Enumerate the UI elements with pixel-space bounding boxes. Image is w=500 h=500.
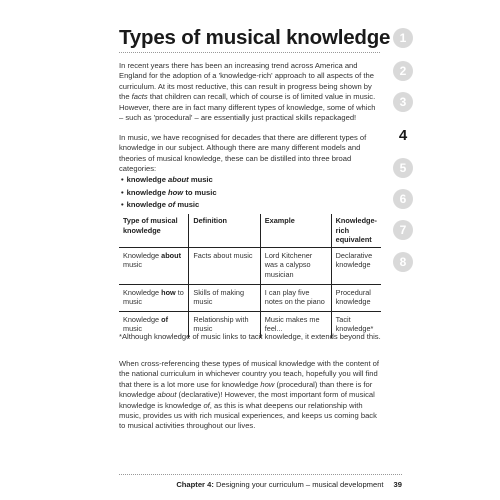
chapter-tab-2[interactable]: 2 [393, 61, 413, 81]
cell-type-keyword: about [161, 250, 182, 260]
title-divider [119, 52, 380, 53]
chapter-tab-8[interactable]: 8 [393, 252, 413, 272]
list-item-suffix: music [188, 175, 213, 184]
cell-equivalent: Tacit knowledge* [331, 311, 381, 338]
cell-example: Lord Kitchener was a calypso musician [260, 247, 331, 284]
column-header-definition: Definition [189, 214, 260, 247]
cell-definition: Relationship with music [189, 311, 260, 338]
page-number: 39 [393, 480, 402, 489]
closing-paragraph [119, 359, 381, 432]
page-footer [119, 480, 402, 489]
footer-chapter-label: Chapter 4: [176, 480, 214, 489]
table-header-row [119, 214, 381, 247]
cell-definition: Facts about music [189, 247, 260, 284]
cell-definition: Skills of making music [189, 284, 260, 311]
cell-type [119, 247, 189, 284]
list-item-emphasis: how [168, 187, 184, 197]
intro-paragraph [119, 61, 381, 123]
closing-emphasis-about: about [157, 390, 177, 400]
chapter-tab-3[interactable]: 3 [393, 92, 413, 112]
list-item-how [121, 187, 217, 200]
list-item-prefix: knowledge [126, 187, 169, 197]
knowledge-type-list [121, 174, 217, 212]
list-item-emphasis: about [168, 175, 189, 184]
page-title: Types of musical knowledge [119, 26, 391, 49]
chapter-tab-5[interactable]: 5 [393, 158, 413, 178]
table-row [119, 284, 381, 311]
knowledge-types-table [119, 214, 381, 338]
closing-emphasis-of: of [203, 400, 210, 410]
cell-type-suffix: music [123, 260, 143, 270]
cell-equivalent: Declarative knowledge [331, 247, 381, 284]
chapter-tab-6[interactable]: 6 [393, 189, 413, 209]
column-header-type: Type of musical knowledge [119, 214, 189, 247]
table-footnote: *Although knowledge of music links to tacit knowledge, it extends beyond this. [119, 332, 381, 341]
closing-text: , as this is what deepens our relationship with music, provides us with rich musical experiences, and keeps us coming back to musical activities throughout our lives. [119, 400, 377, 431]
list-item-prefix: knowledge [126, 200, 169, 209]
intro-emphasis-facts: facts [131, 92, 148, 102]
closing-text: When cross-referencing these types of musical knowledge with the content of the national curriculum in whichever country you teach, hopefully you will find that there is a lot more use for knowledge [119, 359, 380, 389]
list-item-prefix: knowledge [126, 175, 169, 184]
chapter-tab-1[interactable]: 1 [393, 28, 413, 48]
intro-text-end: that children can recall, which of course is of limited value in music. However, there are in fact many different types of knowledge, some of which – such as 'procedural' – are essentially just practical skills repackaged! [119, 92, 376, 123]
cell-type-prefix: Knowledge [123, 287, 162, 297]
cell-type-prefix: Knowledge [123, 314, 162, 324]
list-item-of [121, 199, 217, 212]
closing-text: (declarative)! However, the most important form of musical knowledge is knowledge [119, 390, 375, 410]
chapter-tab-7[interactable]: 7 [393, 220, 413, 240]
cell-type-keyword: of [161, 314, 169, 324]
closing-emphasis-how: how [260, 379, 275, 389]
table-row [119, 247, 381, 284]
list-item-about [121, 174, 217, 187]
chapter-tab-4-active[interactable]: 4 [393, 125, 413, 145]
list-item-suffix: music [175, 200, 200, 209]
footer-chapter-title: Designing your curriculum – musical development [213, 480, 384, 489]
cell-type [119, 284, 189, 311]
column-header-equivalent: Knowledge-rich equivalent [331, 214, 381, 247]
column-header-example: Example [260, 214, 331, 247]
cell-example: Music makes me feel... [260, 311, 331, 338]
cell-type-prefix: Knowledge [123, 250, 162, 260]
footer-divider [119, 474, 402, 475]
cell-type-suffix: to music [123, 287, 184, 307]
list-item-suffix: to music [183, 187, 217, 197]
intro-text-start: In recent years there has been an increasing trend across America and England for the adoption of a 'knowledge-rich' approach to all aspects of the curriculum. At its most reductive, this can result in progress being shown by the [119, 61, 374, 102]
cell-type-keyword: how [161, 287, 176, 297]
lead-paragraph: In music, we have recognised for decades that there are different types of knowledge in our subject. Although there are many different models and theories of musical knowledge, these can be distilled into three broad categories: [119, 133, 367, 174]
cell-example: I can play five notes on the piano [260, 284, 331, 311]
cell-type-suffix: music [123, 324, 143, 334]
closing-text: (procedural) than there is for knowledge [119, 379, 373, 400]
list-item-emphasis: of [168, 200, 176, 209]
cell-equivalent: Procedural knowledge [331, 284, 381, 311]
